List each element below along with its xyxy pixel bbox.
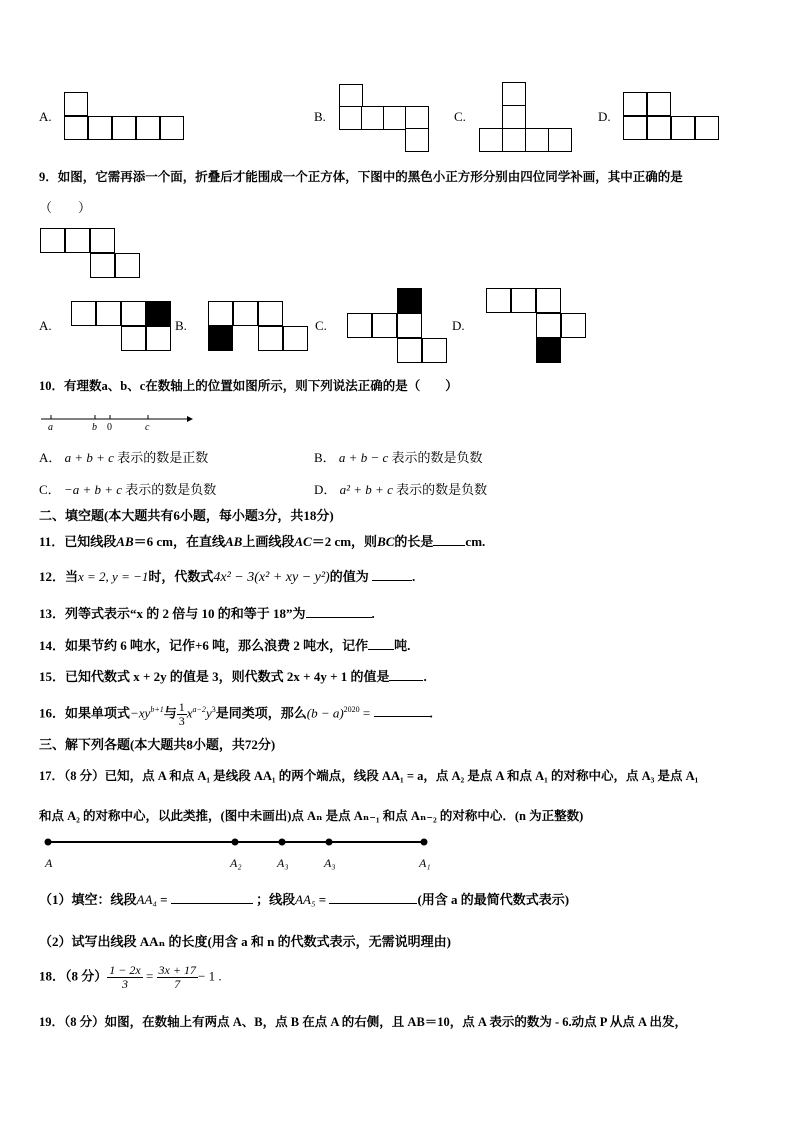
axis-label-a: a [48, 422, 53, 433]
q11: 11．已知线段AB＝6 cm，在直线AB上画线段AC＝2 cm，则BC的长是 cm. [39, 534, 486, 549]
added-square [397, 288, 422, 313]
point-label: A [45, 856, 53, 870]
q17-part2: （2）试写出线段 AAₙ 的长度(用含 a 和 n 的代数式表示，无需说明理由) [39, 934, 451, 949]
option-label: D. [598, 109, 611, 124]
q17-line2: 和点 A₂ 的对称中心，以此类推，(图中未画出)点 Aₙ 是点 Aₙ₋₁ 和点 Aₙ₋₂ 的对称中心．(n 为正整数) [39, 809, 584, 823]
answer-blank[interactable] [372, 580, 412, 581]
q19-text: 19．（8 分）如图，在数轴上有两点 A、B，点 B 在点 A 的右侧，且 AB＝10，点 A 表示的数为 - 6.动点 P 从点 A 出发， [39, 1015, 687, 1029]
option-label: A. [39, 318, 52, 333]
option-label: B． [314, 450, 336, 465]
q17-line1: 17．（8 分）已知，点 A 和点 A₁ 是线段 AA₁ 的两个端点，线段 AA₁ = a，点 A₂ 是点 A 和点 A₁ 的对称中心，点 A₃ 是点 A₁ [39, 769, 699, 783]
number-line [38, 408, 194, 434]
option-label: D. [452, 318, 465, 333]
added-square [208, 326, 233, 351]
answer-blank[interactable] [306, 617, 372, 618]
fraction: $\frac{1 - 2x}{3}$ [109, 963, 141, 991]
q10-text: 10．有理数a、b、c在数轴上的位置如图所示，则下列说法正确的是（ ） [39, 379, 458, 393]
fraction: $\frac{1}{3}$ [178, 700, 185, 728]
q10-option-b [314, 447, 483, 466]
q17-segment-figure [40, 834, 440, 876]
answer-blank[interactable] [433, 545, 465, 546]
q9-paren: （ ） [39, 200, 92, 215]
point-label: A₃ [324, 856, 336, 870]
answer-blank[interactable] [374, 716, 430, 717]
option-expression: a + b − c [338, 450, 389, 465]
option-expression: a² + b + c [339, 482, 393, 497]
answer-blank[interactable] [171, 903, 253, 904]
section-heading: 三、解下列各题(本大题共8小题，共72分) [39, 737, 276, 752]
option-text: 表示的数是负数 [391, 450, 483, 465]
option-label: B. [175, 318, 187, 333]
point-label: A₂ [230, 856, 242, 870]
section-heading: 二、填空题(本大题共有6小题，每小题3分，共18分) [39, 508, 334, 523]
q12: 12．当x = 2, y = −1时，代数式4x² − 3(x² + xy − y²)的值为 . [39, 569, 416, 585]
point-label: A₁ [419, 856, 431, 870]
option-label: A. [39, 109, 52, 124]
q16: 16．如果单项式$-xy^{b+1}$与 $\frac{1}{3}$ $x^{a-2}y^3$是同类项，那么$(b - a)^{2020}$ = . [39, 700, 433, 728]
answer-blank[interactable] [329, 903, 417, 904]
added-square [536, 338, 561, 363]
q10-option-c [39, 479, 216, 498]
axis-label-b: b [92, 422, 97, 433]
added-square [146, 301, 171, 326]
q14: 14．如果节约 6 吨水，记作+6 吨，那么浪费 2 吨水，记作 吨. [39, 638, 411, 653]
q18: 18．（8 分） $\frac{1 - 2x}{3}$ = $\frac{3x + 17}{7}$ − 1 . [39, 963, 222, 991]
q10-option-d [314, 479, 487, 498]
option-expression: −a + b + c [63, 482, 123, 497]
option-label: B. [314, 109, 326, 124]
axis-label-zero: 0 [107, 422, 112, 433]
option-expression: a + b + c [64, 450, 114, 465]
axis-label-c: c [145, 422, 150, 433]
point-label: A₃ [277, 856, 289, 870]
option-text: 表示的数是负数 [125, 482, 217, 497]
q15: 15．已知代数式 x + 2y 的值是 3，则代数式 2x + 4y + 1 的值是 . [39, 669, 427, 684]
q13: 13．列等式表示“x 的 2 倍与 10 的和等于 18”为 . [39, 606, 375, 621]
option-label: C. [315, 318, 327, 333]
q9-text: 9．如图，它需再添一个面，折叠后才能围成一个正方体，下图中的黑色小正方形分别由四位同学补画，其中正确的是 [39, 170, 683, 184]
option-label: A． [39, 450, 62, 465]
fraction: $\frac{3x + 17}{7}$ [158, 963, 196, 991]
answer-blank[interactable] [389, 680, 423, 681]
option-text: 表示的数是正数 [117, 450, 209, 465]
option-label: D． [314, 482, 337, 497]
q10-option-a [39, 447, 208, 466]
option-text: 表示的数是负数 [396, 482, 488, 497]
q17-part1: （1）填空：线段AA₄ = ；线段AA₅ = (用含 a 的最简代数式表示) [39, 892, 570, 907]
option-label: C． [39, 482, 61, 497]
option-label: C. [454, 109, 466, 124]
answer-blank[interactable] [368, 649, 394, 650]
